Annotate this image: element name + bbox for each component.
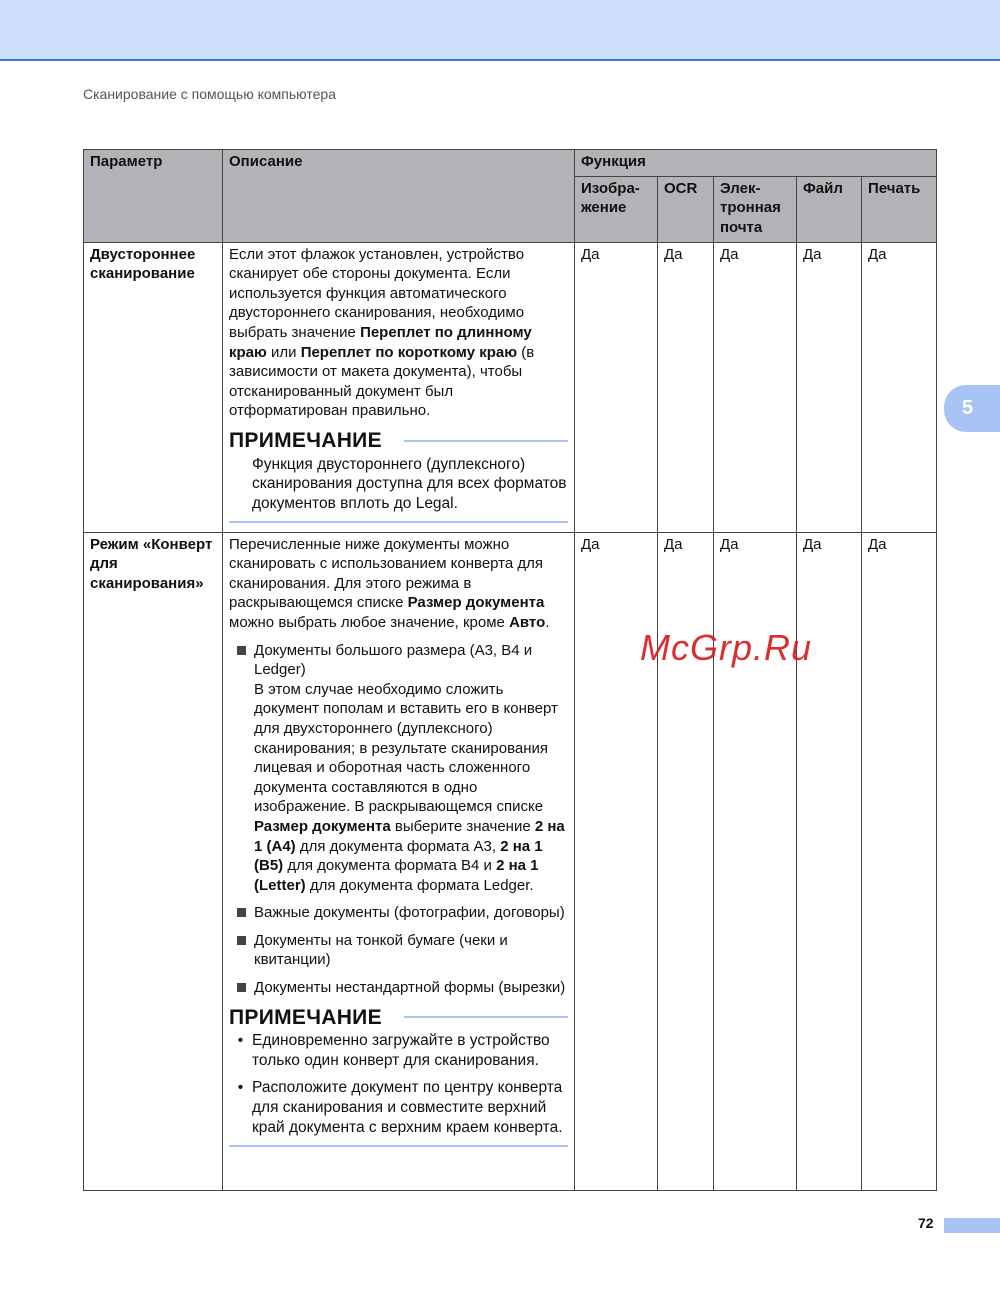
text-segment: Если этот флажок установлен, устройство сканирует обе стороны документа. Если используется функция автоматического двустороннего сканирования, необходимо выбрать значение bbox=[229, 245, 525, 341]
bullet-text bbox=[254, 978, 568, 998]
top-band bbox=[0, 0, 1000, 61]
header-ocr: OCR bbox=[658, 176, 714, 242]
text-segment: Документы нестандартной формы (вырезки) bbox=[254, 979, 566, 997]
text-segment: Перечисленные ниже документы можно сканировать с использованием конверта для сканирования. Для этого режима в раскрывающемся списке bbox=[229, 535, 544, 612]
dot-bullet-icon: • bbox=[237, 1032, 244, 1050]
text-segment: (в зависимости от макета документа), чтобы отсканированный документ был отформатирован правильно. bbox=[229, 343, 535, 420]
square-bullet-icon bbox=[237, 983, 246, 992]
text-segment: для документа формата B4 и bbox=[283, 857, 497, 875]
param-name: Двустороннее сканирование bbox=[84, 242, 223, 532]
chapter-tab[interactable]: 5 bbox=[944, 385, 1000, 432]
note-text: Функция двустороннего (дуплексного) сканирования доступна для всех форматов документов вплоть до Legal. bbox=[252, 455, 567, 512]
note-text: Расположите документ по центру конверта для сканирования и совместите верхний край документа с верхним краем конверта. bbox=[252, 1079, 563, 1136]
text-segment: можно выбрать любое значение, кроме bbox=[229, 613, 510, 631]
bullet-text bbox=[254, 931, 568, 970]
text-segment: для документа формата A3, bbox=[295, 837, 501, 855]
description-cell bbox=[223, 242, 575, 532]
note bbox=[229, 1005, 568, 1148]
bold-text: 2 на 1 (B5) bbox=[254, 837, 543, 875]
note-title: ПРИМЕЧАНИЕ bbox=[229, 428, 382, 452]
header-image: Изобра-жение bbox=[575, 176, 658, 242]
bold-text: Переплет по короткому краю bbox=[300, 343, 518, 361]
note-title: ПРИМЕЧАНИЕ bbox=[229, 1005, 382, 1029]
bold-text: Переплет по длинному краю bbox=[229, 323, 532, 361]
table-row bbox=[84, 242, 937, 532]
param-name: Режим «Конверт для сканирования» bbox=[84, 532, 223, 1190]
text-segment: . bbox=[545, 613, 550, 631]
value-cell: Да bbox=[658, 532, 714, 1190]
dot-bullet-icon: • bbox=[237, 1079, 244, 1097]
text-segment: или bbox=[266, 343, 301, 361]
value-cell: Да bbox=[714, 242, 797, 532]
value-cell: Да bbox=[575, 242, 658, 532]
text-segment: для документа формата Ledger. bbox=[305, 876, 534, 894]
description-cell bbox=[223, 532, 575, 1190]
bold-text: Размер документа bbox=[407, 594, 545, 612]
square-bullet-icon bbox=[237, 646, 246, 655]
running-title: Сканирование с помощью компьютера bbox=[83, 86, 336, 102]
value-cell: Да bbox=[797, 532, 862, 1190]
header-description: Описание bbox=[223, 150, 575, 243]
bold-text: 2 на 1 (A4) bbox=[254, 817, 565, 855]
value-cell: Да bbox=[862, 242, 937, 532]
watermark: McGrp.Ru bbox=[640, 627, 813, 668]
bullet-text bbox=[254, 903, 568, 923]
text-segment: В этом случае необходимо сложить документ пополам и вставить его в конверт для двухстороннего (дуплексного) сканирования; в результате сканирования лицевая и оборотная часть сложенного документа составляются в одно изображение. В раскрывающемся списке bbox=[254, 680, 558, 816]
value-cell: Да bbox=[575, 532, 658, 1190]
header-email: Элек-тронная почта bbox=[714, 176, 797, 242]
note bbox=[229, 428, 568, 523]
bold-text: Авто bbox=[509, 613, 546, 631]
value-cell: Да bbox=[658, 242, 714, 532]
description-paragraph bbox=[229, 535, 568, 633]
bullet-item bbox=[229, 641, 568, 896]
header-print: Печать bbox=[862, 176, 937, 242]
note-end-rule bbox=[229, 521, 568, 523]
value-cell: Да bbox=[862, 532, 937, 1190]
note-item bbox=[229, 1078, 568, 1137]
square-bullet-icon bbox=[237, 908, 246, 917]
text-segment: Документы большого размера (A3, B4 и Ledger) bbox=[254, 641, 533, 679]
bullet-item bbox=[229, 903, 568, 923]
header-param: Параметр bbox=[84, 150, 223, 243]
value-cell: Да bbox=[714, 532, 797, 1190]
bold-text: Размер документа bbox=[254, 817, 391, 835]
square-bullet-icon bbox=[237, 936, 246, 945]
text-segment: выберите значение bbox=[390, 817, 535, 835]
header-function: Функция bbox=[575, 150, 937, 177]
note-rule bbox=[404, 1016, 568, 1018]
page-number-bar bbox=[944, 1218, 1000, 1233]
page-number: 72 bbox=[918, 1215, 934, 1231]
description-paragraph bbox=[229, 245, 568, 421]
header-file: Файл bbox=[797, 176, 862, 242]
note-item bbox=[229, 1031, 568, 1070]
note-rule bbox=[404, 440, 568, 442]
bullet-detail bbox=[254, 680, 568, 896]
note-text: Единовременно загружайте в устройство только один конверт для сканирования. bbox=[252, 1032, 550, 1069]
note-end-rule bbox=[229, 1145, 568, 1147]
bold-text: 2 на 1 (Letter) bbox=[254, 857, 539, 894]
text-segment: Документы на тонкой бумаге (чеки и квитанции) bbox=[254, 931, 508, 969]
bullet-item bbox=[229, 931, 568, 970]
bullet-text bbox=[254, 641, 568, 680]
value-cell: Да bbox=[797, 242, 862, 532]
bullet-item bbox=[229, 978, 568, 998]
settings-table bbox=[83, 149, 937, 1191]
text-segment: Важные документы (фотографии, договоры) bbox=[254, 904, 565, 922]
